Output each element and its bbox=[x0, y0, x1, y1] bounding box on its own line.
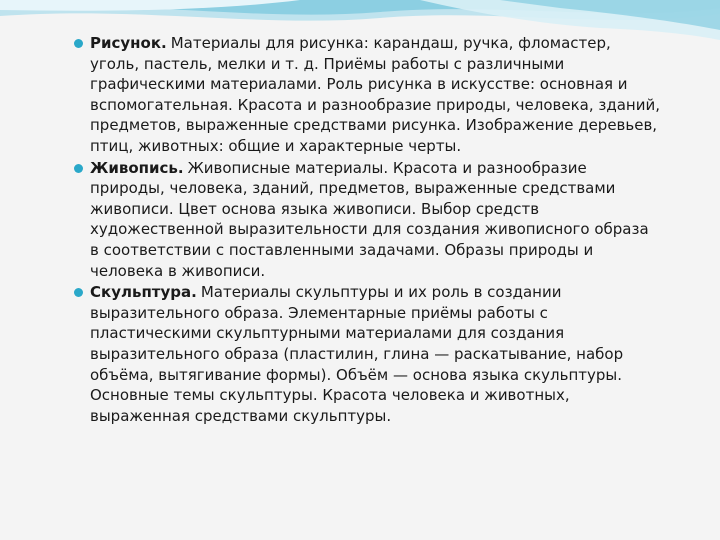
bullet-text: Живописные материалы. Красота и разнообразие природы, человека, зданий, предметов, выраженные средствами живописи. Цвет основа языка живописи. Выбор средств художественной выразительности для создания живописного образа в соответствии с поставленными задачами. Образы природы и человека в живописи. bbox=[90, 158, 649, 280]
bullet-dot-icon bbox=[74, 164, 83, 173]
bullet-term: Скульптура. bbox=[90, 283, 197, 302]
bullet-dot-icon bbox=[74, 39, 83, 48]
bullet-dot-icon bbox=[74, 288, 83, 297]
bullet-item-painting bbox=[72, 158, 662, 282]
bullet-item-drawing bbox=[72, 33, 662, 157]
bullet-item-sculpture bbox=[72, 282, 662, 426]
bullet-text: Материалы для рисунка: карандаш, ручка, фломастер, уголь, пастель, мелки и т. д. Приёмы работы с различными графическими материалами. Роль рисунка в искусстве: основная и вспомогательная. Красота и разнообразие природы, человека, зданий, предметов, выраженные средствами рисунка. Изображение деревьев, птиц, животных: общие и характерные черты. bbox=[90, 34, 660, 155]
content-area bbox=[72, 33, 662, 427]
bullet-list bbox=[72, 33, 662, 426]
bullet-term: Живопись. bbox=[90, 158, 184, 177]
bullet-text: Материалы скульптуры и их роль в создании выразительного образа. Элементарные приёмы работы с пластическими скульптурными материалами для создания выразительного образа (пластилин, глина — раскатывание, набор объёма, вытягивание формы). Объём — основа языка скульптуры. Основные темы скульптуры. Красота человека и животных, выраженная средствами скульптуры. bbox=[90, 283, 624, 425]
bullet-term: Рисунок. bbox=[90, 34, 167, 52]
